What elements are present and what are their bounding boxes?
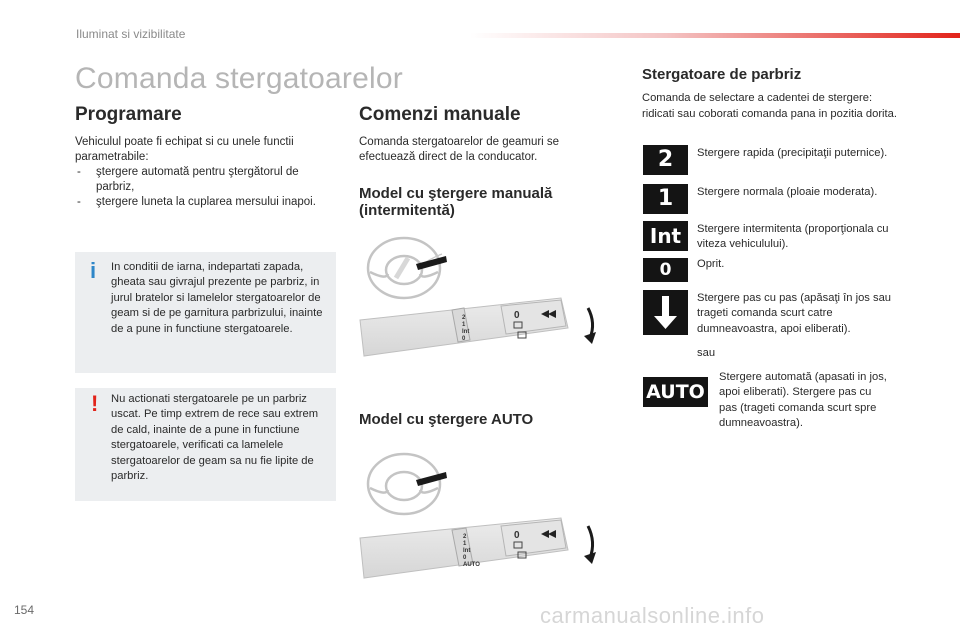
stalk-label: 2 [462,315,466,321]
manual-section [359,104,604,165]
rear-wiper-label: 0 [514,530,520,541]
intermittent-desc: Stergere intermitenta (proporţionala cu viteza vehiculului). [697,223,889,251]
speed-1-desc: Stergere normala (ploaie moderata). [697,186,878,198]
rear-wiper-label: 0 [514,310,520,321]
stalk-auto-label: AUTO [463,562,480,568]
parbriz-intro: Comanda de selectare a cadentei de stergere: ridicati sau coborati comanda pana in pozitia dorita. [642,92,897,120]
auto-desc: Stergere automată (apasati in jos, apoi eliberati). Stergere pas cu pas (trageti comanda scurt spre dumneavoastra). [719,371,887,430]
manual-text: Comanda stergatoarelor de geamuri se efectuează direct de la conducator. [359,136,560,163]
list-item: - ştergere luneta la cuplarea mersului inapoi. [75,195,340,210]
warning-note [75,388,336,501]
stalk-manual-illustration [356,228,606,373]
programare-section [75,104,340,210]
section-title: Iluminat si vizibilitate [76,27,186,41]
off-badge: 0 [643,258,688,282]
warning-icon: ! [91,391,99,416]
model-auto-heading: Model cu ştergere AUTO [359,411,534,428]
stalk-label: 0 [462,336,466,342]
off-desc: Oprit. [697,258,725,270]
rotate-arrow-icon [588,526,593,558]
stalk-label: 2 [463,534,467,540]
auto-badge: AUTO [643,377,708,407]
stalk-auto-illustration [356,446,606,586]
info-note-text: In conditii de iarna, indepartati zapada, gheata sau givrajul prezente pe parbriz, in jurul bratelor si lamelelor stergatoarelor de geam si de pe garnitura parbrizului, inainte de a pune in functiune stergatoarele. [111,261,323,335]
speed-1-badge: 1 [643,184,688,214]
steering-wheel-icon [368,454,440,514]
or-label: sau [697,347,716,359]
parbriz-heading: Stergatoare de parbriz [642,66,802,83]
page-title: Comanda stergatoarelor [75,62,403,95]
single-wipe-badge [643,290,688,335]
stalk-label: 0 [463,555,467,561]
list-item: - ştergere automată pentru ştergătorul de parbriz, [75,165,340,195]
stalk-label: Int [462,329,470,335]
stalk-label: 1 [462,322,466,328]
page-number: 154 [14,603,35,617]
info-note [75,252,336,373]
header-accent-line [470,33,960,38]
model-manual-heading: Model cu ştergere manuală (intermitentă) [359,185,553,219]
watermark: carmanualsonline.info [540,603,765,628]
info-icon: i [90,258,97,283]
speed-2-desc: Stergere rapida (precipitaţii puternice). [697,147,888,159]
single-wipe-desc: Stergere pas cu pas (apăsaţi în jos sau trageti comanda scurt catre dumneavoastra, apoi eliberati). [697,292,892,335]
speed-2-badge: 2 [643,145,688,175]
programare-heading: Programare [75,104,182,125]
programare-list [75,165,340,210]
warning-note-text: Nu actionati stergatoarele pe un parbriz uscat. Pe timp extrem de rece sau extrem de cald, inainte de a pune in functiune stergatoarele, verificati ca lamelele stergatoarelor de geam sa nu fie lipite de parbriz. [111,393,319,483]
intermittent-badge: Int [643,221,688,251]
manual-heading: Comenzi manuale [359,104,521,125]
arrow-down-icon [643,290,688,335]
programare-intro: Vehiculul poate fi echipat si cu unele functii parametrabile: [75,136,294,163]
stalk-label: Int [463,548,471,554]
stalk-label: 1 [463,541,467,547]
